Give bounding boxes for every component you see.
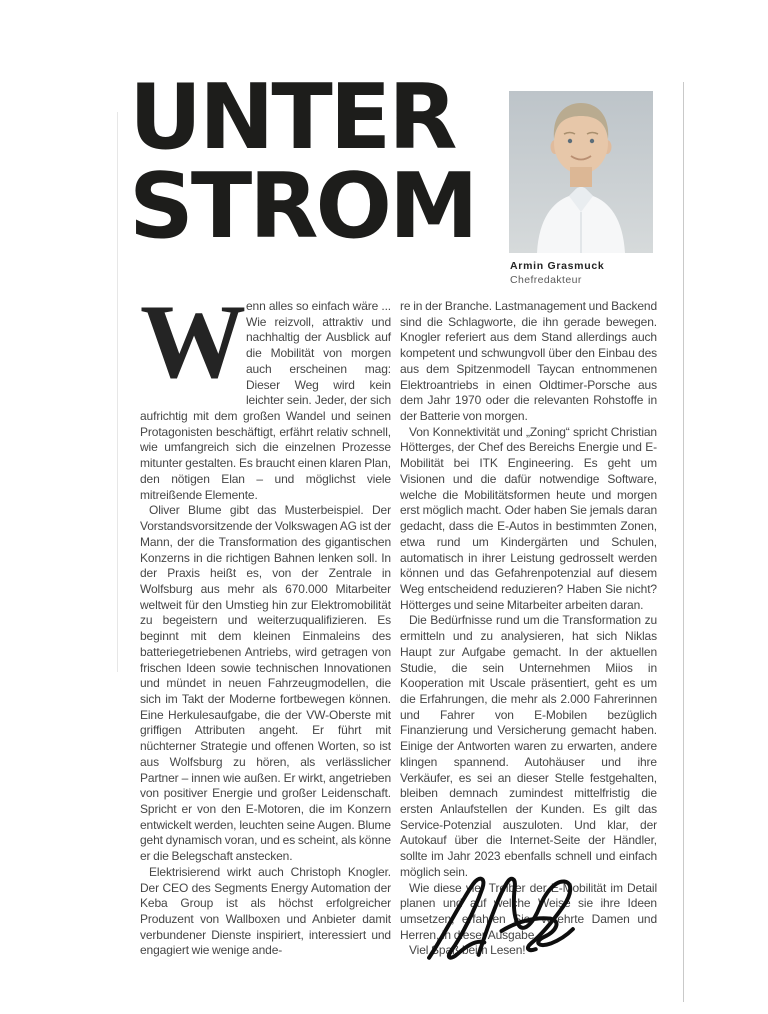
photo-caption — [510, 260, 604, 286]
editor-role: Chefredakteur — [510, 274, 582, 286]
page-title-line2: STROM — [129, 154, 476, 259]
text-column-left — [140, 283, 391, 959]
page-title — [129, 65, 476, 259]
paragraph-knogler-continued: re in der Branche. Lastmanagement und Backend sind die Schlagworte, die ihn gerade bewegen. Knogler referiert aus dem Stand allerdings auch kompetent und schwungvoll über den Einbau des aus dem Spitzenmodell Taycan entnommenen Elektroantriebs in einen Oldtimer-Porsche aus dem Jahr 1970 oder die relevanten Rohstoffe in der Batterie von morgen. — [400, 299, 657, 424]
paragraph-greeting: Viel Spaß beim Lesen! — [409, 943, 526, 958]
editor-name: Armin Grasmuck — [510, 260, 605, 272]
page-scan-edge-right — [683, 82, 684, 1002]
paragraph-haupt: Die Bedürfnisse rund um die Transformation zu ermitteln und zu analysieren, hat sich Niklas Haupt zur Aufgabe gemacht. In der aktuellen Studie, die sein Unternehmen Miios in Kooperation mit Uscale präsentiert, geht es um die Erfahrungen, die mehr als 2.000 Fahrerinnen und Fahrer von E-Mobilen bezüglich Finanzierung und Versicherung gemacht haben. Einige der Antworten waren zu erwarten, andere klingen spannend. Autohäuser und ihre Verkäufer, es sei an dieser Stelle festgehalten, bleiben demnach zumindest mittelfristig die ersten Anlaufstellen der Kunden. Es gilt das Service-Potenzial auszuloten. Und klar, der Autokauf über die Internet-Seite der Händler, sollte im Jahr 2023 ebenfalls schnell und einfach möglich sein. — [400, 613, 657, 879]
paragraph-blume: Oliver Blume gibt das Musterbeispiel. Der Vorstandsvorsitzende der Volkswagen AG ist der Mann, der die Transformation des gigantischen Konzerns in die richtigen Bahnen lenken soll. In der Praxis heißt es, von der Zentrale in Wolfsburg aus mehr als 670.000 Mitarbeiter weltweit für den Umstieg hin zur Elektromobilität zu begeistern und weiterzuqualifizieren. Es beginnt mit dem kleinen Einmaleins des batteriegetriebenen Antriebs, wird getragen von frischen Ideen sowie technischen Innovationen und mündet in neuen Fahrzeugmodellen, die sich im Takt der Moderne fortbewegen können. Eine Herkulesaufgabe, die der VW-Oberste mit griffigen Attributen angeht. Er führt mit nüchterner Strategie und offenen Worten, so ist aus Wolfsburg zu hören, als verlässlicher Partner – innen wie außen. Er wirkt, angetrieben von positiver Energie und großer Leidenschaft. Spricht er von den E-Motoren, die im Konzern entwickelt werden, leuchten seine Augen. Blume geht dynamisch voran, und es scheint, als könne er die Belegschaft anstecken. — [140, 503, 391, 864]
paragraph-lead — [140, 283, 391, 503]
signature-handwriting-icon — [418, 872, 583, 972]
page-title-line1: UNTER — [129, 65, 455, 170]
editor-photo — [509, 91, 653, 253]
paragraph-lead-text: enn alles so einfach wäre ... Wie reizvoll, attraktiv und nachhaltig der Ausblick auf die Mobilität von morgen auch erscheinen mag: Dieser Weg wird kein leichter sein. Jeder, der sich aufrichtig mit dem großen Wandel und seinen Protagonisten beschäftigt, erfährt relativ schnell, wie umfangreich sich die einzelnen Prozesse mitunter gestalten. Es braucht einen klaren Plan, den nötigen Elan – und möglichst viele mitreißende Elemente. — [140, 299, 391, 502]
paragraph-knogler: Elektrisierend wirkt auch Christoph Knogler. Der CEO des Segments Energy Automation der Keba Group ist als höchst erfolgreicher Produzent von Wallboxen und Anbieter damit verbundener Dienste inspiriert, interessiert und engagiert wie wenige ande- — [140, 864, 391, 958]
drop-cap: W — [140, 283, 244, 400]
text-column-right — [400, 299, 657, 959]
editor-portrait-illustration — [509, 91, 653, 253]
paragraph-closing: Wie diese vier Treiber der E-Mobilität im Detail planen und auf welche Weise sie ihre Ideen umsetzen, erfahren Sie, verehrte Damen und Herren, in dieser Ausgabe. — [400, 880, 657, 942]
editor-signature — [418, 872, 583, 972]
paragraph-hoetterges: Von Konnektivität und „Zoning“ spricht Christian Hötterges, der Chef des Bereichs Energie und E-Mobilität bei ITK Engineering. Es geht um Visionen und die dafür notwendige Software, welche die Mobilitätsformen heute und morgen erst möglich macht. Oder haben Sie jemals daran gedacht, dass die E-Autos in bestimmten Zonen, etwa rund um Kindergärten und Schulen, automatisch in ihrer Leistung gedrosselt werden können und das Gefahrenpotenzial auf diesem Weg entscheidend reduzieren? Haben Sie nicht? Hötterges und seine Mitarbeiter arbeiten daran. — [400, 424, 657, 612]
page-scan-edge-left — [117, 112, 118, 672]
